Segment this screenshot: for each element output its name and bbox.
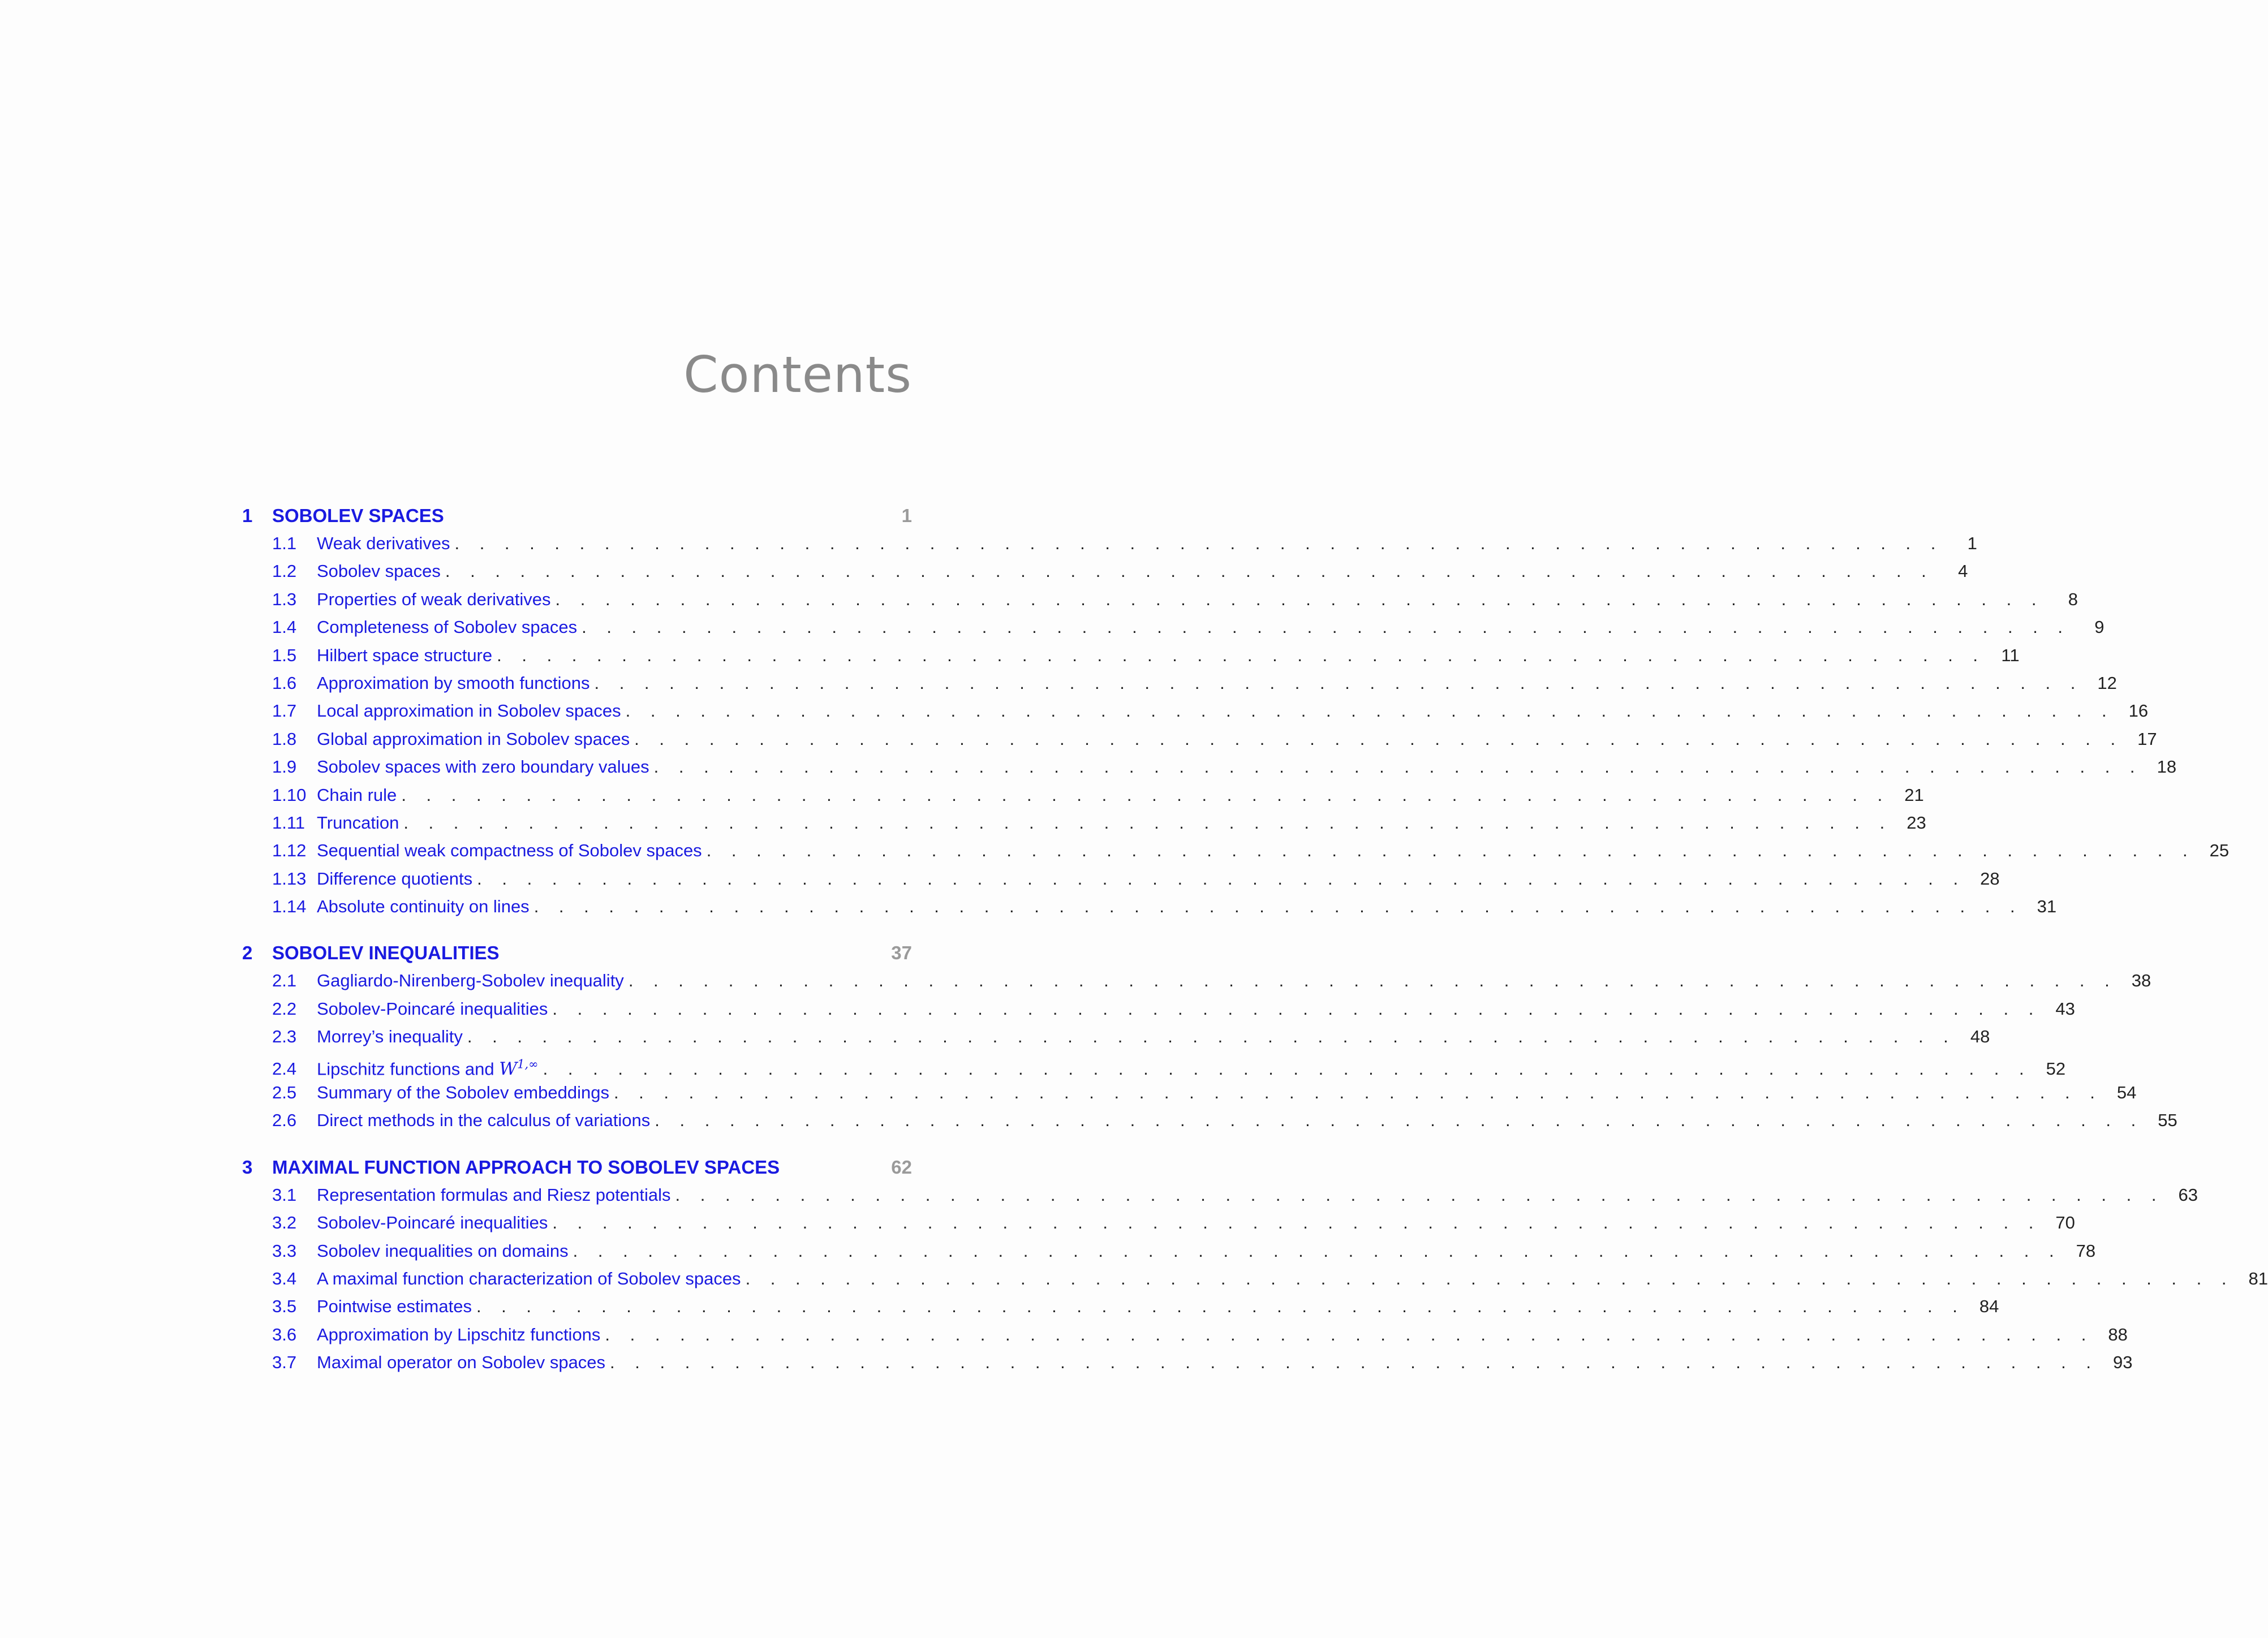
section-title-text: Completeness of Sobolev spaces [317, 617, 578, 637]
section-title-text: Weak derivatives [317, 533, 450, 553]
section-link[interactable] [242, 809, 1926, 837]
section-page-number: 70 [2055, 1213, 2075, 1233]
section-title[interactable] [317, 837, 707, 864]
section-number: 2.6 [272, 1110, 297, 1131]
section-link[interactable] [242, 669, 2117, 697]
math-base: W [499, 1058, 518, 1079]
section-number: 1.10 [272, 784, 307, 805]
chapter-title[interactable]: SOBOLEV INEQUALITIES [272, 942, 500, 964]
section-link[interactable] [242, 1292, 1999, 1320]
section-title[interactable] [317, 641, 497, 669]
section-page-number: 55 [2158, 1110, 2177, 1131]
section-number: 3.3 [272, 1240, 297, 1261]
section-number: 1.13 [272, 868, 307, 889]
section-title-text: Sobolev spaces [317, 561, 441, 581]
section-page-number: 48 [1970, 1027, 1990, 1047]
section-link[interactable] [242, 1181, 2198, 1209]
section-page-number: 23 [1907, 812, 1926, 833]
section-title-text: Global approximation in Sobolev spaces [317, 729, 630, 749]
section-title[interactable] [317, 1181, 675, 1209]
section-number: 2.2 [272, 998, 297, 1019]
section-number: 3.2 [272, 1213, 297, 1233]
section-title[interactable] [317, 697, 626, 725]
section-title[interactable] [317, 557, 445, 585]
chapter-page-number: 1 [901, 505, 912, 526]
dot-leader: . . . . . . . . . . . . . . . . . . . . . . . . . . . . . . . . . . . . . . . . . . . . . . . . . . . . . . . . . . . . [552, 1213, 2041, 1233]
section-link[interactable] [242, 893, 2057, 920]
section-page-number: 78 [2076, 1240, 2096, 1261]
section-page-number: 63 [2178, 1184, 2198, 1205]
section-page-number: 18 [2157, 757, 2177, 777]
section-page-number: 25 [2209, 840, 2230, 861]
section-link[interactable] [242, 837, 2230, 864]
dot-leader: . . . . . . . . . . . . . . . . . . . . . . . . . . . . . . . . . . . . . . . . . . . . . . . . . . . . . . . . . . . . [401, 784, 1890, 805]
chapter-2 [242, 939, 2177, 1134]
dot-leader: . . . . . . . . . . . . . . . . . . . . . . . . . . . . . . . . . . . . . . . . . . . . . . . . . . . . . . . . . . . . [555, 589, 2044, 609]
dot-leader: . . . . . . . . . . . . . . . . . . . . . . . . . . . . . . . . . . . . . . . . . . . . . . . . . . . . . . . . . . . . [403, 812, 1892, 833]
section-page-number: 21 [1904, 784, 1924, 805]
section-number: 3.4 [272, 1268, 297, 1288]
section-title-text: Gagliardo-Nirenberg-Sobolev inequality [317, 971, 624, 991]
section-title-text: Sobolev spaces with zero boundary values [317, 757, 649, 777]
chapter-link[interactable] [242, 502, 912, 529]
chapter-number: 3 [242, 1156, 253, 1178]
dot-leader: . . . . . . . . . . . . . . . . . . . . . . . . . . . . . . . . . . . . . . . . . . . . . . . . . . . . . . . . . . . . [610, 1352, 2099, 1373]
section-link[interactable] [242, 781, 1924, 809]
chapter-number: 1 [242, 505, 253, 526]
dot-leader: . . . . . . . . . . . . . . . . . . . . . . . . . . . . . . . . . . . . . . . . . . . . . . . . . . . . . . . . . . . . [613, 1083, 2103, 1103]
section-title[interactable] [317, 669, 594, 697]
chapter-link[interactable] [242, 939, 912, 967]
section-title-text: Approximation by smooth functions [317, 673, 590, 693]
section-title-text: A maximal function characterization of Sobolev spaces [317, 1268, 741, 1288]
dot-leader: . . . . . . . . . . . . . . . . . . . . . . . . . . . . . . . . . . . . . . . . . . . . . . . . . . . . . . . . . . . . [543, 1058, 2032, 1079]
section-number: 3.1 [272, 1184, 297, 1205]
section-title[interactable] [317, 1265, 746, 1292]
section-title[interactable] [317, 1106, 655, 1134]
section-link[interactable] [242, 1237, 2096, 1265]
section-number: 3.6 [272, 1324, 297, 1344]
dot-leader: . . . . . . . . . . . . . . . . . . . . . . . . . . . . . . . . . . . . . . . . . . . . . . . . . . . . . . . . . . . . [476, 1296, 1965, 1317]
section-title[interactable] [317, 1292, 476, 1320]
section-link[interactable] [242, 613, 2105, 641]
section-page-number: 1 [1967, 533, 1977, 553]
section-page-number: 93 [2113, 1352, 2133, 1373]
section-link[interactable] [242, 1051, 2066, 1079]
section-title-text: Summary of the Sobolev embeddings [317, 1083, 609, 1103]
section-title[interactable] [317, 1321, 605, 1348]
chapter-page-number: 62 [891, 1156, 912, 1178]
section-title[interactable] [317, 1237, 573, 1265]
math-symbol [499, 1059, 538, 1079]
section-title-text: Difference quotients [317, 868, 473, 889]
section-page-number: 31 [2037, 896, 2057, 917]
dot-leader: . . . . . . . . . . . . . . . . . . . . . . . . . . . . . . . . . . . . . . . . . . . . . . . . . . . . . . . . . . . . [634, 729, 2123, 749]
section-link[interactable] [242, 529, 1977, 557]
section-number: 2.3 [272, 1027, 297, 1047]
section-link[interactable] [242, 1023, 1990, 1050]
section-link[interactable] [242, 865, 2000, 893]
section-page-number: 43 [2055, 998, 2075, 1019]
dot-leader: . . . . . . . . . . . . . . . . . . . . . . . . . . . . . . . . . . . . . . . . . . . . . . . . . . . . . . . . . . . . [552, 998, 2041, 1019]
section-title-text: Maximal operator on Sobolev spaces [317, 1352, 606, 1373]
math-superscript: 1,∞ [517, 1057, 539, 1071]
section-title[interactable] [317, 1079, 614, 1106]
section-title[interactable] [317, 865, 477, 893]
section-number: 1.9 [272, 757, 297, 777]
section-title-text: Truncation [317, 812, 399, 833]
section-page-number: 81 [2248, 1268, 2268, 1288]
section-number: 2.4 [272, 1058, 297, 1079]
section-number: 1.8 [272, 729, 297, 749]
section-title-text: Lipschitz functions and [317, 1058, 500, 1079]
table-of-contents [242, 502, 2268, 1377]
section-title[interactable] [317, 893, 534, 920]
section-number: 1.4 [272, 617, 297, 637]
section-link[interactable] [242, 557, 1968, 585]
section-link[interactable] [242, 1348, 2133, 1376]
section-title[interactable] [317, 585, 556, 613]
chapter-title[interactable]: SOBOLEV SPACES [272, 505, 444, 526]
section-link[interactable] [242, 725, 2157, 753]
section-title[interactable] [317, 725, 634, 753]
section-number: 3.7 [272, 1352, 297, 1373]
chapter-3 [242, 1154, 2268, 1377]
section-page-number: 88 [2108, 1324, 2128, 1344]
section-link[interactable] [242, 753, 2177, 781]
section-title[interactable] [317, 781, 401, 809]
section-title-text: Sobolev inequalities on domains [317, 1240, 569, 1261]
section-link[interactable] [242, 1079, 2137, 1106]
dot-leader: . . . . . . . . . . . . . . . . . . . . . . . . . . . . . . . . . . . . . . . . . . . . . . . . . . . . . . . . . . . . [653, 757, 2143, 777]
section-link[interactable] [242, 967, 2151, 994]
section-title-text: Sobolev-Poincaré inequalities [317, 1213, 548, 1233]
dot-leader: . . . . . . . . . . . . . . . . . . . . . . . . . . . . . . . . . . . . . . . . . . . . . . . . . . . . . . . . . . . . [745, 1268, 2234, 1288]
section-number: 1.11 [272, 812, 305, 833]
section-number: 1.7 [272, 701, 297, 721]
dot-leader: . . . . . . . . . . . . . . . . . . . . . . . . . . . . . . . . . . . . . . . . . . . . . . . . . . . . . . . . . . . . [477, 868, 1966, 889]
section-page-number: 4 [1958, 561, 1968, 581]
section-title[interactable] [317, 1209, 552, 1236]
section-link[interactable] [242, 585, 2078, 613]
section-number: 1.14 [272, 896, 307, 917]
chapter-page-number: 37 [891, 942, 912, 964]
section-title-text: Pointwise estimates [317, 1296, 472, 1317]
dot-leader: . . . . . . . . . . . . . . . . . . . . . . . . . . . . . . . . . . . . . . . . . . . . . . . . . . . . . . . . . . . . [628, 971, 2118, 991]
section-page-number: 8 [2068, 589, 2078, 609]
section-title-text: Approximation by Lipschitz functions [317, 1324, 601, 1344]
section-number: 1.6 [272, 673, 297, 693]
section-title[interactable] [317, 753, 654, 781]
section-number: 1.12 [272, 840, 307, 861]
section-link[interactable] [242, 1209, 2075, 1236]
dot-leader: . . . . . . . . . . . . . . . . . . . . . . . . . . . . . . . . . . . . . . . . . . . . . . . . . . . . . . . . . . . . [497, 645, 1986, 665]
chapter-1 [242, 502, 2230, 920]
chapter-title[interactable]: MAXIMAL FUNCTION APPROACH TO SOBOLEV SPACES [272, 1156, 780, 1178]
section-page-number: 28 [1980, 868, 2000, 889]
section-page-number: 16 [2128, 701, 2149, 721]
section-number: 1.2 [272, 561, 297, 581]
dot-leader: . . . . . . . . . . . . . . . . . . . . . . . . . . . . . . . . . . . . . . . . . . . . . . . . . . . . . . . . . . . . [533, 896, 2023, 917]
section-title[interactable] [317, 1023, 467, 1050]
section-title-text: Sequential weak compactness of Sobolev spaces [317, 840, 702, 861]
dot-leader: . . . . . . . . . . . . . . . . . . . . . . . . . . . . . . . . . . . . . . . . . . . . . . . . . . . . . . . . . . . . [582, 617, 2071, 637]
dot-leader: . . . . . . . . . . . . . . . . . . . . . . . . . . . . . . . . . . . . . . . . . . . . . . . . . . . . . . . . . . . . [706, 840, 2196, 861]
dot-leader: . . . . . . . . . . . . . . . . . . . . . . . . . . . . . . . . . . . . . . . . . . . . . . . . . . . . . . . . . . . . [573, 1240, 2062, 1261]
dot-leader: . . . . . . . . . . . . . . . . . . . . . . . . . . . . . . . . . . . . . . . . . . . . . . . . . . . . . . . . . . . . [594, 673, 2083, 693]
section-title-text: Local approximation in Sobolev spaces [317, 701, 621, 721]
section-number: 3.5 [272, 1296, 297, 1317]
section-title-text: Direct methods in the calculus of variations [317, 1110, 651, 1131]
section-link[interactable] [242, 995, 2075, 1023]
dot-leader: . . . . . . . . . . . . . . . . . . . . . . . . . . . . . . . . . . . . . . . . . . . . . . . . . . . . . . . . . . . . [467, 1027, 1956, 1047]
section-title-text: Sobolev-Poincaré inequalities [317, 998, 548, 1019]
dot-leader: . . . . . . . . . . . . . . . . . . . . . . . . . . . . . . . . . . . . . . . . . . . . . . . . . . . . . . . . . . . . [445, 561, 1934, 581]
section-number: 1.5 [272, 645, 297, 665]
section-number: 2.1 [272, 971, 297, 991]
section-page-number: 12 [2097, 673, 2117, 693]
section-page-number: 84 [1979, 1296, 1999, 1317]
chapter-link[interactable] [242, 1154, 912, 1181]
section-title[interactable] [317, 967, 629, 994]
dot-leader: . . . . . . . . . . . . . . . . . . . . . . . . . . . . . . . . . . . . . . . . . . . . . . . . . . . . . . . . . . . . [605, 1324, 2094, 1344]
dot-leader: . . . . . . . . . . . . . . . . . . . . . . . . . . . . . . . . . . . . . . . . . . . . . . . . . . . . . . . . . . . . [655, 1110, 2144, 1131]
section-title[interactable] [317, 529, 454, 557]
chapter-number: 2 [242, 942, 253, 964]
section-link[interactable] [242, 1321, 2128, 1348]
section-title[interactable] [317, 1348, 610, 1376]
section-page-number: 54 [2116, 1083, 2137, 1103]
section-title-text: Representation formulas and Riesz potentials [317, 1184, 671, 1205]
section-link[interactable] [242, 641, 2020, 669]
section-title-text: Hilbert space structure [317, 645, 493, 665]
section-title[interactable] [317, 995, 552, 1023]
section-title-text: Chain rule [317, 784, 397, 805]
section-title[interactable] [317, 613, 582, 641]
section-title-text: Absolute continuity on lines [317, 896, 530, 917]
section-link[interactable] [242, 1106, 2177, 1134]
section-link[interactable] [242, 697, 2149, 725]
section-number: 1.3 [272, 589, 297, 609]
section-title-text: Properties of weak derivatives [317, 589, 551, 609]
section-page-number: 17 [2137, 729, 2157, 749]
page-title: Contents [683, 346, 912, 404]
section-number: 1.1 [272, 533, 297, 553]
section-number: 2.5 [272, 1083, 297, 1103]
dot-leader: . . . . . . . . . . . . . . . . . . . . . . . . . . . . . . . . . . . . . . . . . . . . . . . . . . . . . . . . . . . . [625, 701, 2115, 721]
section-link[interactable] [242, 1265, 2268, 1292]
section-page-number: 11 [2001, 645, 2020, 665]
section-page-number: 52 [2046, 1058, 2066, 1079]
dot-leader: . . . . . . . . . . . . . . . . . . . . . . . . . . . . . . . . . . . . . . . . . . . . . . . . . . . . . . . . . . . . [675, 1184, 2164, 1205]
section-title-text: Morrey’s inequality [317, 1027, 463, 1047]
section-title[interactable] [317, 809, 403, 837]
section-page-number: 9 [2094, 617, 2105, 637]
dot-leader: . . . . . . . . . . . . . . . . . . . . . . . . . . . . . . . . . . . . . . . . . . . . . . . . . . . . . . . . . . . . [454, 533, 1943, 553]
section-page-number: 38 [2131, 971, 2151, 991]
